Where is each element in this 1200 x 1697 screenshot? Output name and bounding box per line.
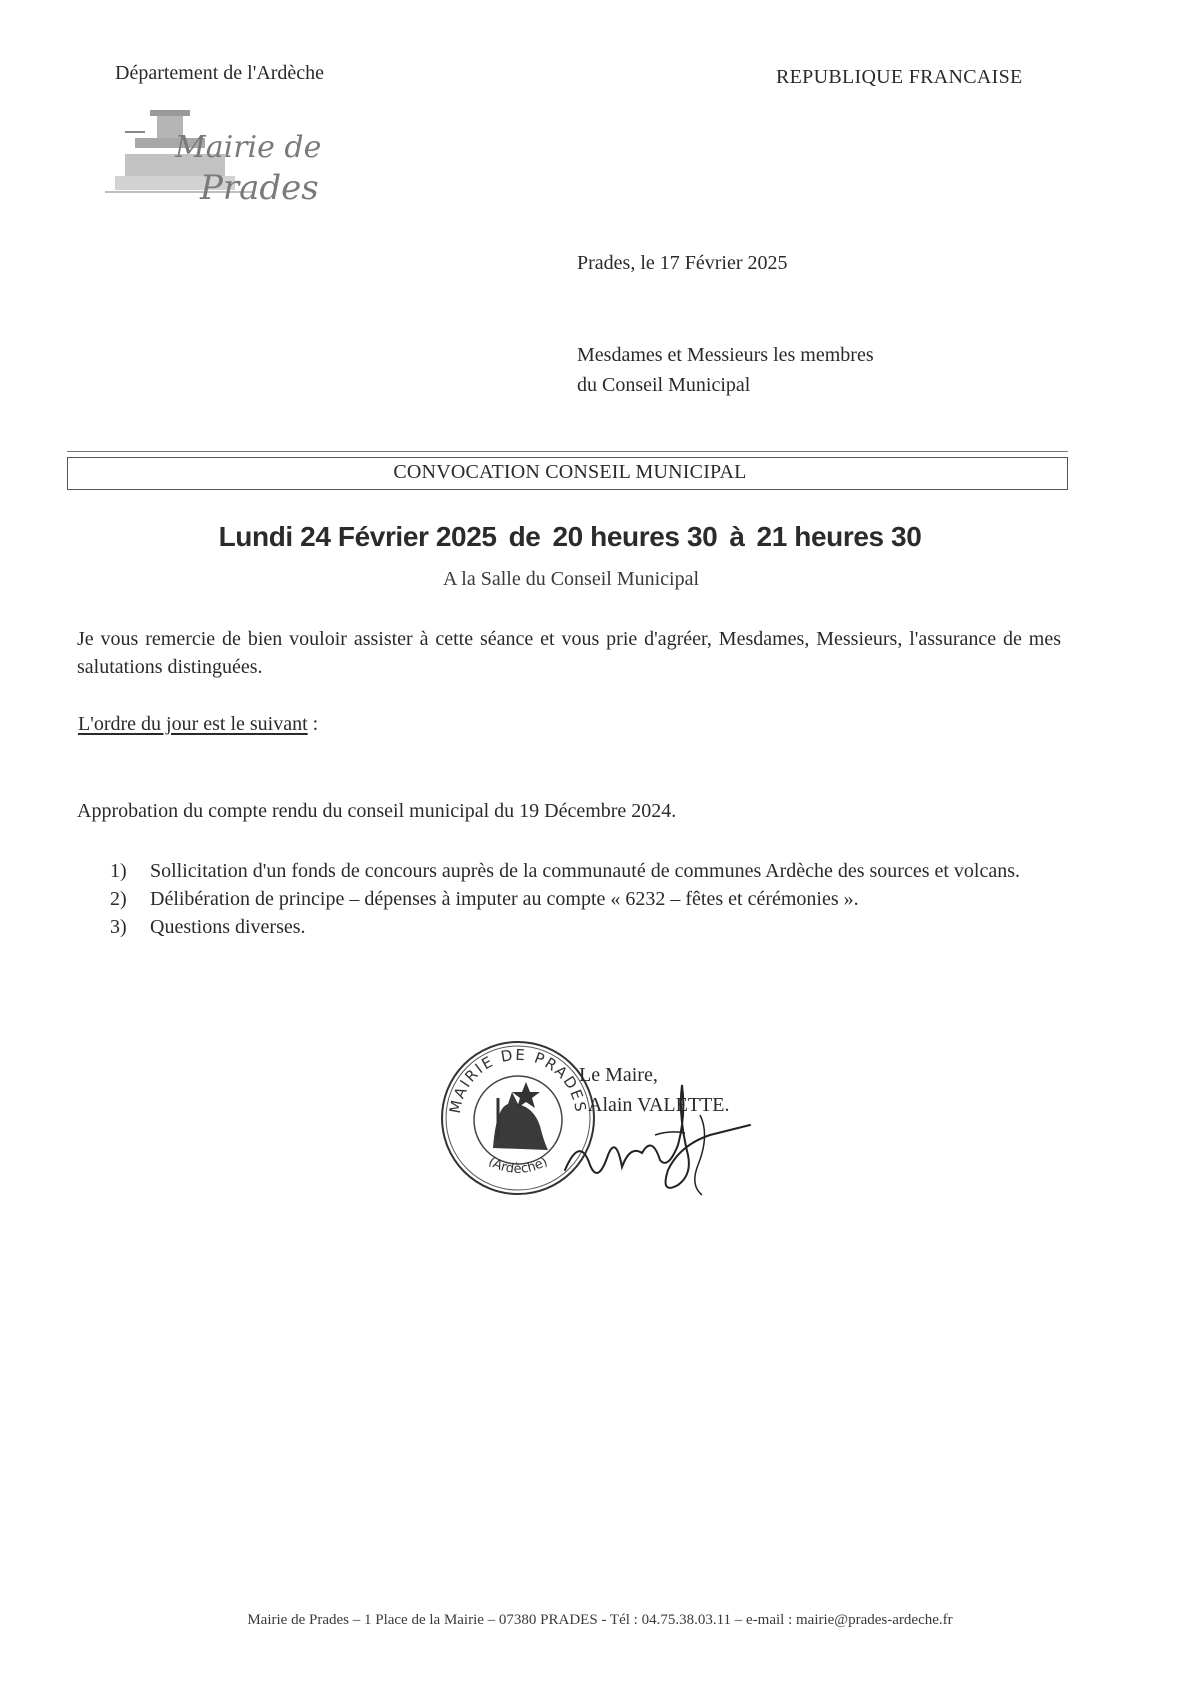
agenda-item-number: 2) bbox=[110, 888, 127, 910]
recipients-line2: du Conseil Municipal bbox=[577, 374, 751, 396]
agenda-item-number: 3) bbox=[110, 916, 127, 938]
approbation-line: Approbation du compte rendu du conseil municipal du 19 Décembre 2024. bbox=[77, 800, 677, 822]
signature-icon bbox=[560, 1075, 760, 1205]
meeting-day: Lundi 24 Février 2025 bbox=[218, 521, 497, 552]
divider bbox=[67, 451, 1068, 452]
meeting-to-word: à bbox=[729, 521, 745, 552]
agenda-item-text: Délibération de principe – dépenses à imputer au compte « 6232 – fêtes et cérémonies ». bbox=[150, 888, 859, 910]
stamp-text-bottom: (Ardèche) bbox=[485, 1154, 551, 1177]
agenda-item bbox=[110, 885, 1070, 913]
agenda-heading-colon: : bbox=[307, 713, 319, 735]
agenda-item-text: Sollicitation d'un fonds de concours auprès de la communauté de communes Ardèche des sources et volcans. bbox=[150, 860, 1021, 882]
meeting-start: 20 heures 30 bbox=[552, 521, 718, 552]
agenda-item bbox=[110, 913, 1070, 941]
recipients bbox=[577, 340, 874, 400]
place-date: Prades, le 17 Février 2025 bbox=[577, 252, 788, 274]
meeting-end: 21 heures 30 bbox=[756, 521, 922, 552]
stamp-text-top: MAIRIE DE PRADES bbox=[445, 1045, 590, 1115]
agenda-heading-text: L'ordre du jour est le suivant bbox=[78, 713, 308, 735]
recipients-line1: Mesdames et Messieurs les membres bbox=[577, 344, 874, 366]
intro-paragraph: Je vous remercie de bien vouloir assister à cette séance et vous prie d'agréer, Mesdames, Messieurs, l'assurance de mes salutations distinguées. bbox=[77, 628, 1061, 678]
meeting-from-word: de bbox=[508, 521, 541, 552]
svg-text:(Ardèche) bbox=[486, 1154, 551, 1176]
convocation-title: CONVOCATION CONSEIL MUNICIPAL bbox=[393, 461, 747, 483]
footer-address: Mairie de Prades – 1 Place de la Mairie – 07380 PRADES - Tél : 04.75.38.03.11 – e-mail : mairie@prades-ardeche.fr bbox=[247, 1612, 953, 1628]
logo-text-line2: Prades bbox=[200, 168, 319, 208]
mayor-name: Alain VALETTE. bbox=[588, 1094, 730, 1116]
mairie-logo bbox=[105, 104, 345, 214]
meeting-venue: A la Salle du Conseil Municipal bbox=[442, 568, 700, 590]
mayor-title: Le Maire, bbox=[579, 1064, 658, 1086]
agenda-item-text: Questions diverses. bbox=[150, 916, 306, 938]
handwritten-signature bbox=[560, 1075, 760, 1205]
republic-label: REPUBLIQUE FRANCAISE bbox=[776, 66, 1023, 88]
department-label: Département de l'Ardèche bbox=[115, 62, 325, 84]
agenda-item bbox=[110, 857, 1070, 885]
meeting-datetime bbox=[0, 521, 1140, 553]
agenda-item-number: 1) bbox=[110, 860, 127, 882]
logo-text-line1: Mairie de bbox=[175, 130, 322, 165]
agenda-heading bbox=[78, 713, 318, 736]
agenda-list bbox=[110, 857, 1070, 941]
